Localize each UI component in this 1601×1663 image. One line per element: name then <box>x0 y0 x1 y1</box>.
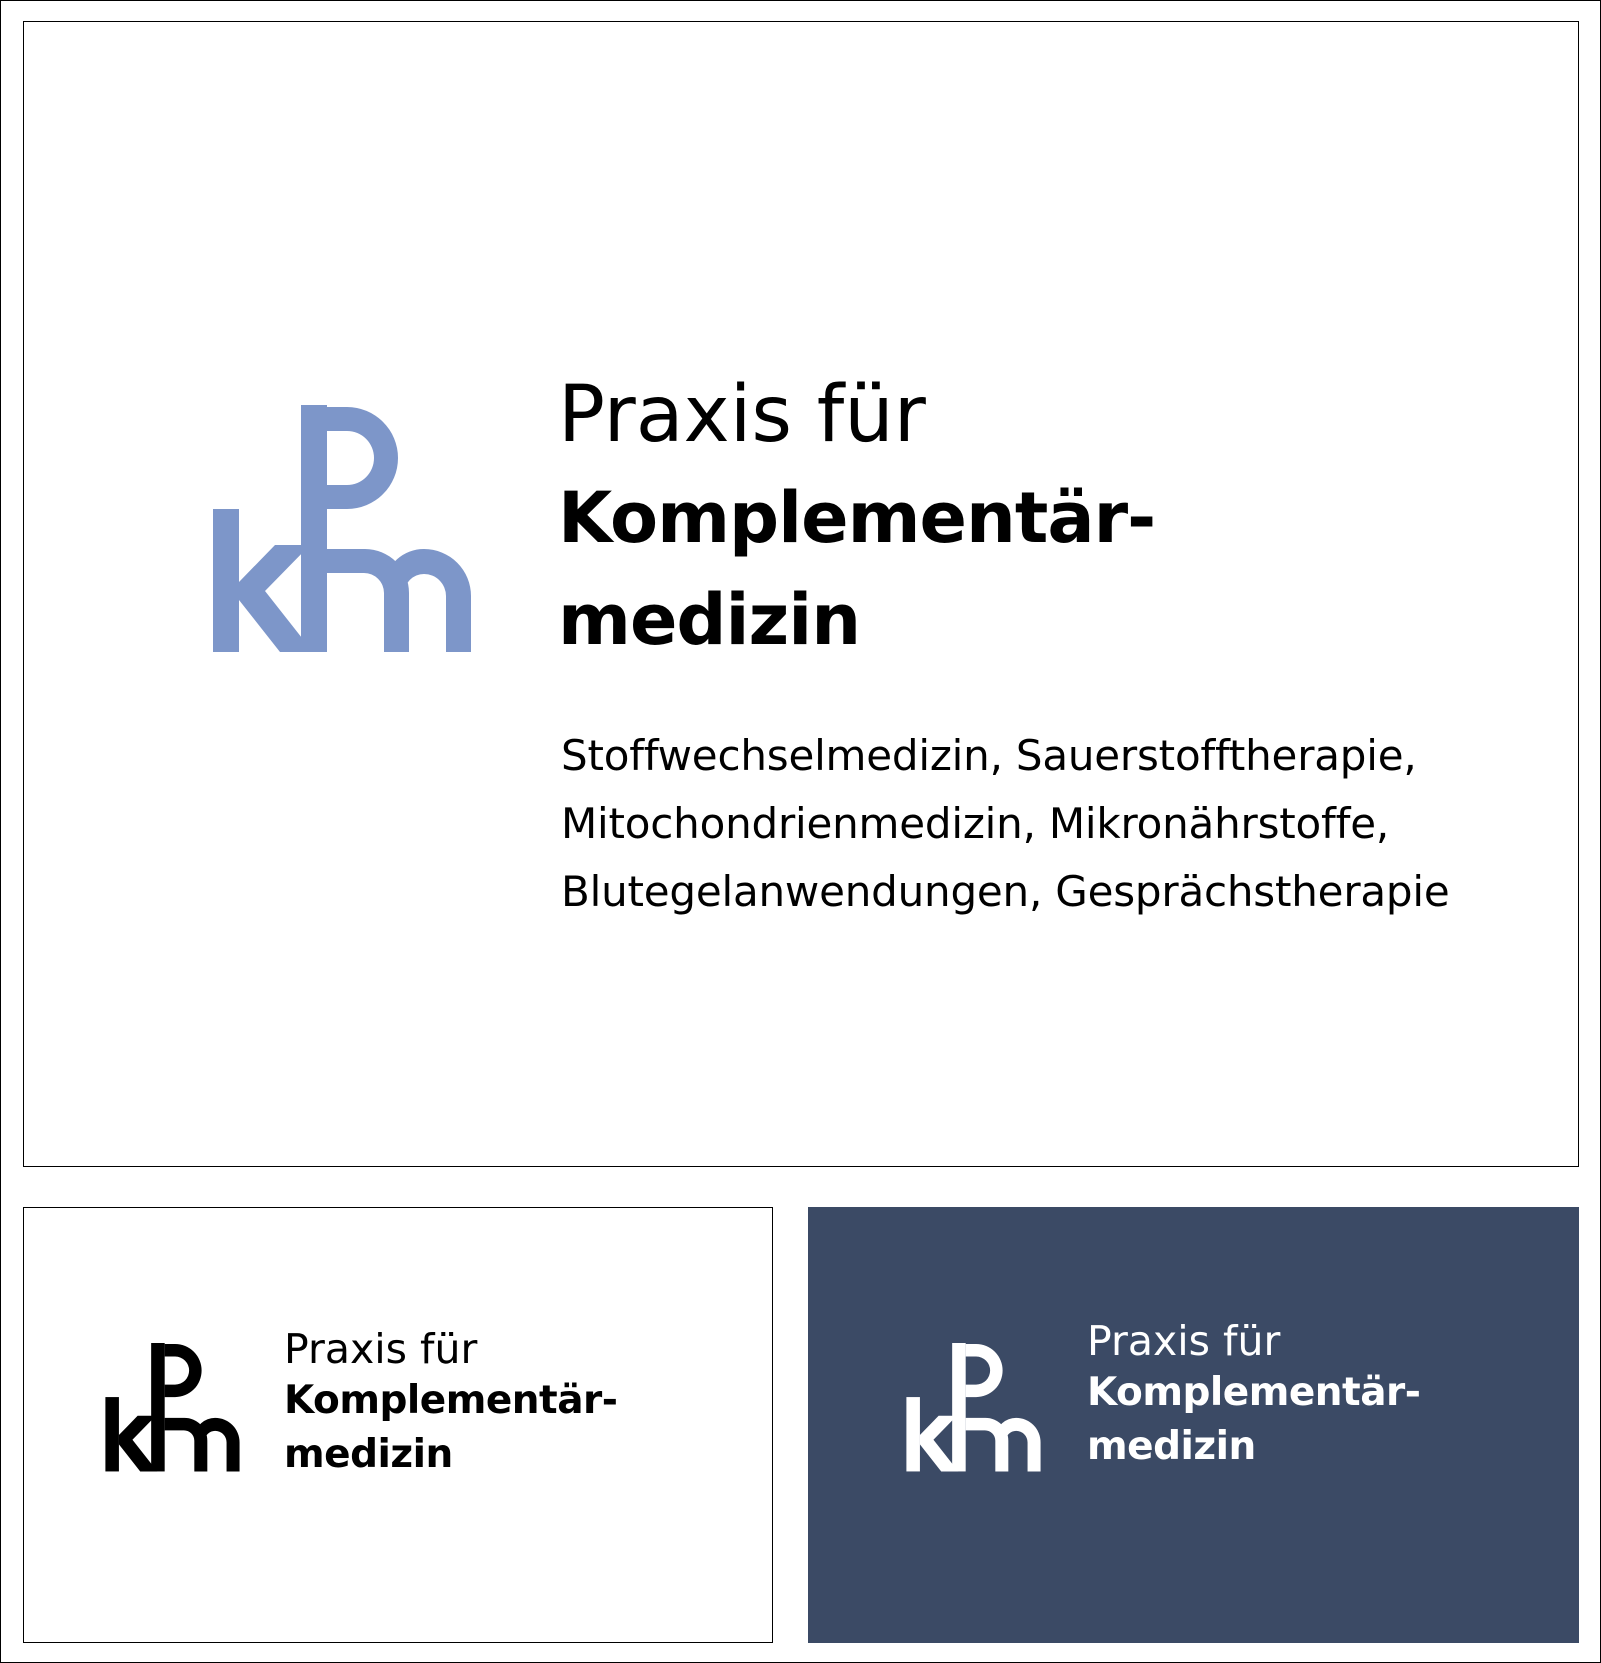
brand-line-1: Praxis für <box>558 370 926 460</box>
brand-line-3: medizin <box>284 1432 453 1477</box>
kpm-logo-icon <box>104 1343 242 1473</box>
brand-line-2: Komplementär- <box>1087 1370 1421 1415</box>
brand-line-2: Komplementär- <box>558 477 1156 559</box>
brand-line-1: Praxis für <box>1087 1317 1281 1365</box>
brand-line-3: medizin <box>1087 1424 1256 1469</box>
logo-panel-navy <box>808 1207 1579 1643</box>
kpm-logo-icon <box>905 1343 1043 1473</box>
brand-line-2: Komplementär- <box>284 1378 618 1423</box>
services-tagline <box>561 722 1450 926</box>
tagline-line: Blutegelanwendungen, Gesprächstherapie <box>561 867 1450 916</box>
tagline-line: Mitochondrienmedizin, Mikronährstoffe, <box>561 799 1389 848</box>
brand-line-1: Praxis für <box>284 1325 478 1373</box>
tagline-line: Stoffwechselmedizin, Sauerstofftherapie, <box>561 731 1417 780</box>
brand-line-3: medizin <box>558 579 861 661</box>
kpm-logo-icon <box>213 405 473 655</box>
